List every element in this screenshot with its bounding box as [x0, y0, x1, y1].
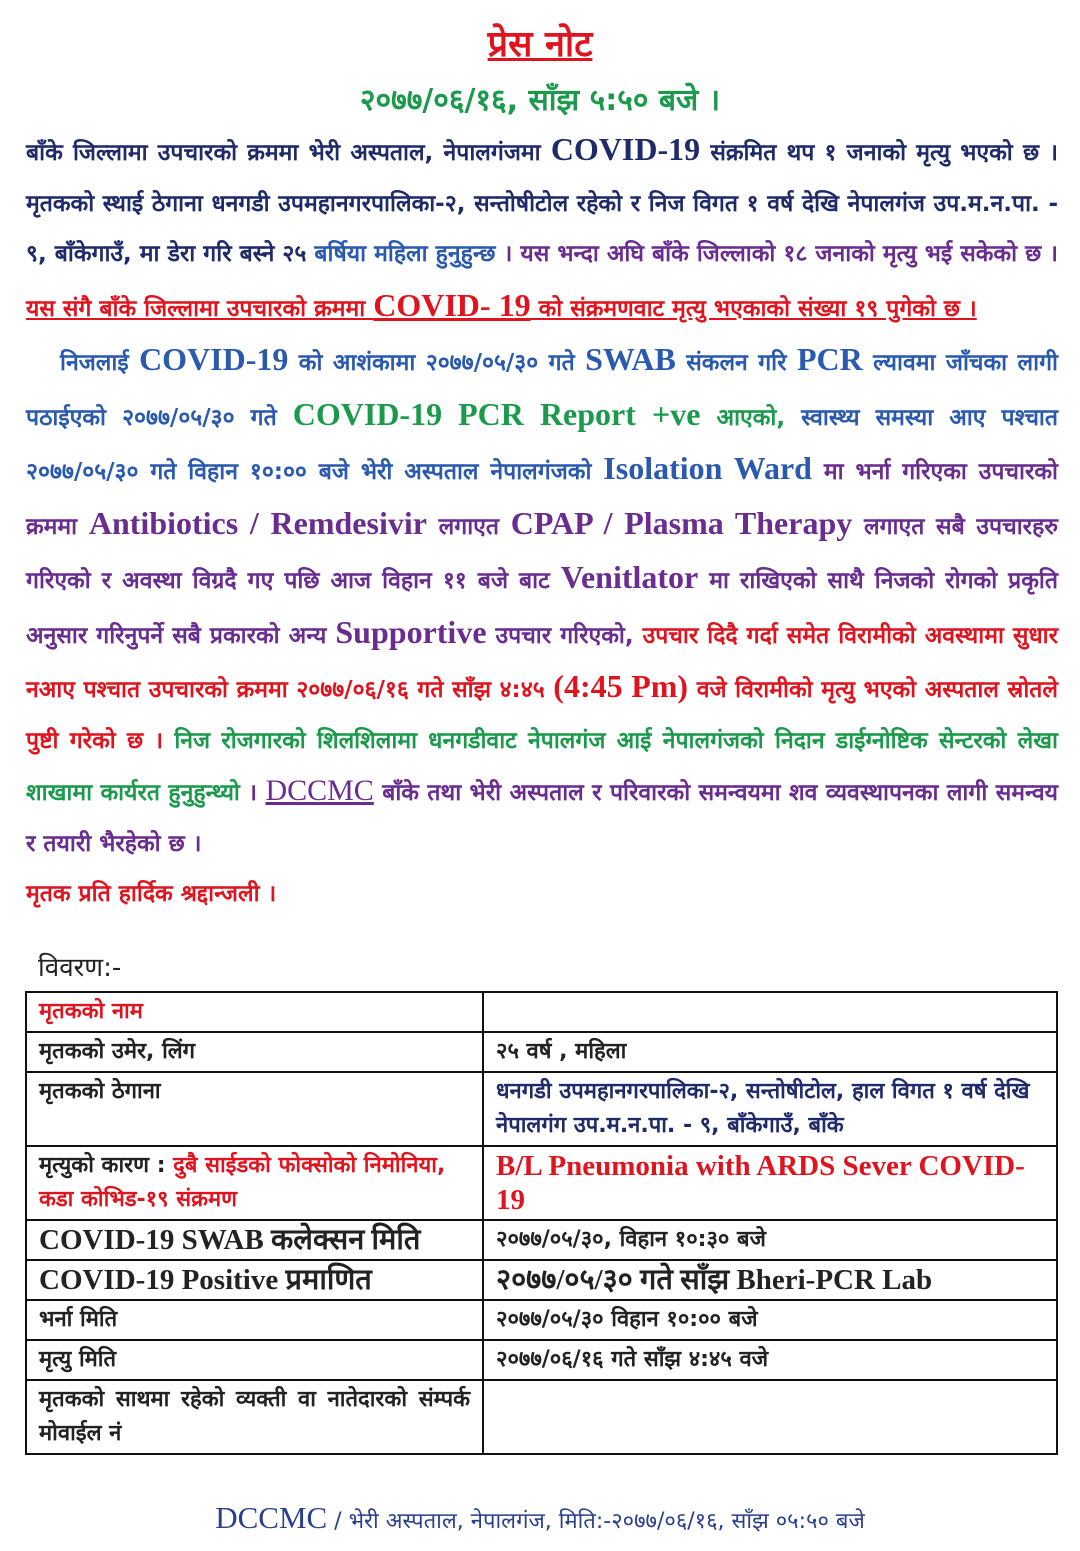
text: को आशंकामा २०७७/०५/३० गते — [288, 350, 586, 376]
text: स्वास्थ्य समस्या आए पश्चात २०७७/०५/३० गते विहान १०:०० बजे भेरी अस्पताल नेपालगंजको — [26, 404, 1059, 485]
text: COVID-19 — [139, 341, 289, 377]
row-value — [483, 1380, 1057, 1454]
press-note-body — [26, 124, 1058, 920]
page-title: प्रेस नोट — [487, 24, 593, 65]
cause-label: मृत्युको कारण : — [39, 1153, 174, 1178]
row-value: B/L Pneumonia with ARDS Sever COVID-19 — [483, 1146, 1057, 1220]
table-row — [26, 1072, 1057, 1146]
text: Supportive — [335, 613, 487, 650]
text: बर्षिया महिला हुनुहुन्छ — [314, 241, 496, 267]
text: यस संगै बाँके जिल्लामा उपचारको क्रममा — [26, 295, 374, 322]
text: Venitlator — [560, 559, 699, 595]
table-row — [26, 1300, 1057, 1340]
text: निजलाई — [60, 350, 140, 376]
row-value: २०७७/०५/३० गते साँझ Bheri-PCR Lab — [483, 1260, 1057, 1300]
text: उपचार दिदै गर्दा समेत विरामीको अवस्थामा सुधार नआए पश्चात उपचारको क्रममा २०७७/०६/१६ गते साँझ ४:४५ — [26, 622, 1058, 703]
row-label: मृत्यु मिति — [26, 1340, 483, 1380]
paragraph-1 — [26, 124, 1058, 334]
row-label: भर्ना मिति — [26, 1300, 483, 1340]
row-label: मृतकको उमेर, लिंग — [26, 1032, 483, 1072]
row-label: COVID-19 SWAB कलेक्सन मिति — [26, 1220, 483, 1260]
footer-org: DCCMC — [215, 1500, 328, 1535]
text: मा राखिएको साथै निजको रोगको प्रकृति अनुसार गरिनुपर्ने सबै प्रकारको अन्य — [26, 568, 1059, 649]
paragraph-2 — [26, 334, 1058, 869]
table-row — [26, 1380, 1057, 1454]
text: Antibiotics / Remdesivir — [88, 504, 427, 541]
footer — [0, 1500, 1080, 1536]
table-row — [26, 1032, 1057, 1072]
row-value: २५ वर्ष , महिला — [483, 1032, 1057, 1072]
text: वजे विरामीको मृत्यु भएको अस्पताल स्रोतले पुष्टी गरेको छ । — [26, 677, 1058, 754]
table-row — [26, 992, 1057, 1032]
table-row — [26, 1260, 1057, 1300]
text: । यस भन्दा अघि बाँके जिल्लाको १८ जनाको मृत्यु भई सकेको छ । — [495, 241, 1058, 267]
details-table — [25, 991, 1058, 1455]
text: । — [239, 780, 266, 806]
text: संकलन गरि — [675, 350, 797, 376]
text: ल्यावमा जाँचका लागी पठाईएको २०७७/०५/३० गते — [26, 350, 1058, 431]
row-value: २०७७/०५/३०, विहान १०:३० बजे — [483, 1220, 1057, 1260]
text: PCR — [796, 341, 863, 377]
text: निज रोजगारको शिलशिलामा धनगडीवाट नेपालगंज आई नेपालगंजको निदान डाईग्नोष्टिक सेन्टरको लेखा शाखामा कार्यरत हुनुहुन्थ्यो — [26, 727, 1058, 806]
text: संक्रमित थप १ जनाको मृत्यु भएको छ । मृतकको स्थाई ठेगाना धनगडी उपमहानगरपालिका-२, सन्तोषीटोल रहेको र निज विगत १ वर्ष देखि नेपालगंज उप.म.न.पा. - ९, बाँकेगाउँ, मा डेरा गरि बस्ने २५ — [26, 140, 1058, 267]
row-label: मृतकको ठेगाना — [26, 1072, 483, 1146]
table-row — [26, 1146, 1057, 1220]
row-label: मृतकको नाम — [26, 992, 483, 1032]
row-value — [483, 992, 1057, 1032]
text: मा भर्ना गरिएका उपचारको क्रममा — [26, 459, 1059, 540]
row-label — [26, 1146, 483, 1220]
text: (4:45 Pm) — [553, 668, 689, 704]
text: लगाएत — [426, 513, 511, 540]
dccmc-link: DCCMC — [265, 774, 374, 807]
text: बाँके जिल्लामा उपचारको क्रममा भेरी अस्पताल, नेपालगंजमा — [26, 140, 551, 166]
row-value: धनगडी उपमहानगरपालिका-२, सन्तोषीटोल, हाल विगत १ वर्ष देखि नेपालगंग उप.म.न.पा. - ९, बाँकेगाउँ, बाँके — [483, 1072, 1057, 1146]
text: Isolation Ward — [603, 450, 812, 486]
footer-text: / भेरी अस्पताल, नेपालगंज, मिति:-२०७७/०६/१६, साँझ ०५:५० बजे — [327, 1509, 865, 1534]
table-row — [26, 1340, 1057, 1380]
tribute: मृतक प्रति हार्दिक श्रद्दान्जली । — [26, 881, 277, 907]
table-row — [26, 1220, 1057, 1260]
row-label: COVID-19 Positive प्रमाणित — [26, 1260, 483, 1300]
text: COVID-19 PCR Report +ve — [292, 395, 701, 432]
text: COVID- 19 — [373, 286, 531, 323]
text: उपचार गरिएको, — [486, 622, 643, 649]
text: CPAP / Plasma Therapy — [510, 504, 853, 541]
text: SWAB — [585, 341, 676, 377]
text: लगाएत सबै उपचारहरु गरिएको र अवस्था विग्रदै गए पछि आज विहान ११ बजे बाट — [26, 513, 1059, 594]
row-label: मृतकको साथमा रहेको व्यक्ती वा नातेदारको संम्पर्क मोवाईल नं — [26, 1380, 483, 1454]
text: COVID-19 — [550, 131, 701, 167]
details-label: विवरण:- — [38, 953, 122, 983]
row-value: २०७७/०५/३० विहान १०:०० बजे — [483, 1300, 1057, 1340]
text: को संक्रमणवाट मृत्यु भएकाको संख्या १९ पुगेको छ । — [530, 295, 977, 322]
text: बाँके तथा भेरी अस्पताल र परिवारको समन्वयमा शव व्यवस्थापनका लागी समन्वय र तयारी भैरहेको छ । — [26, 780, 1059, 857]
cause-detail: दुबै साईडको फोक्सोको निमोनिया, कडा कोभिड-१९ संक्रमण — [39, 1153, 446, 1212]
row-value: २०७७/०६/१६ गते साँझ ४:४५ वजे — [483, 1340, 1057, 1380]
text: आएको, — [700, 404, 802, 431]
press-note-date: २०७७/०६/१६, साँझ ५:५० बजे । — [359, 83, 721, 118]
